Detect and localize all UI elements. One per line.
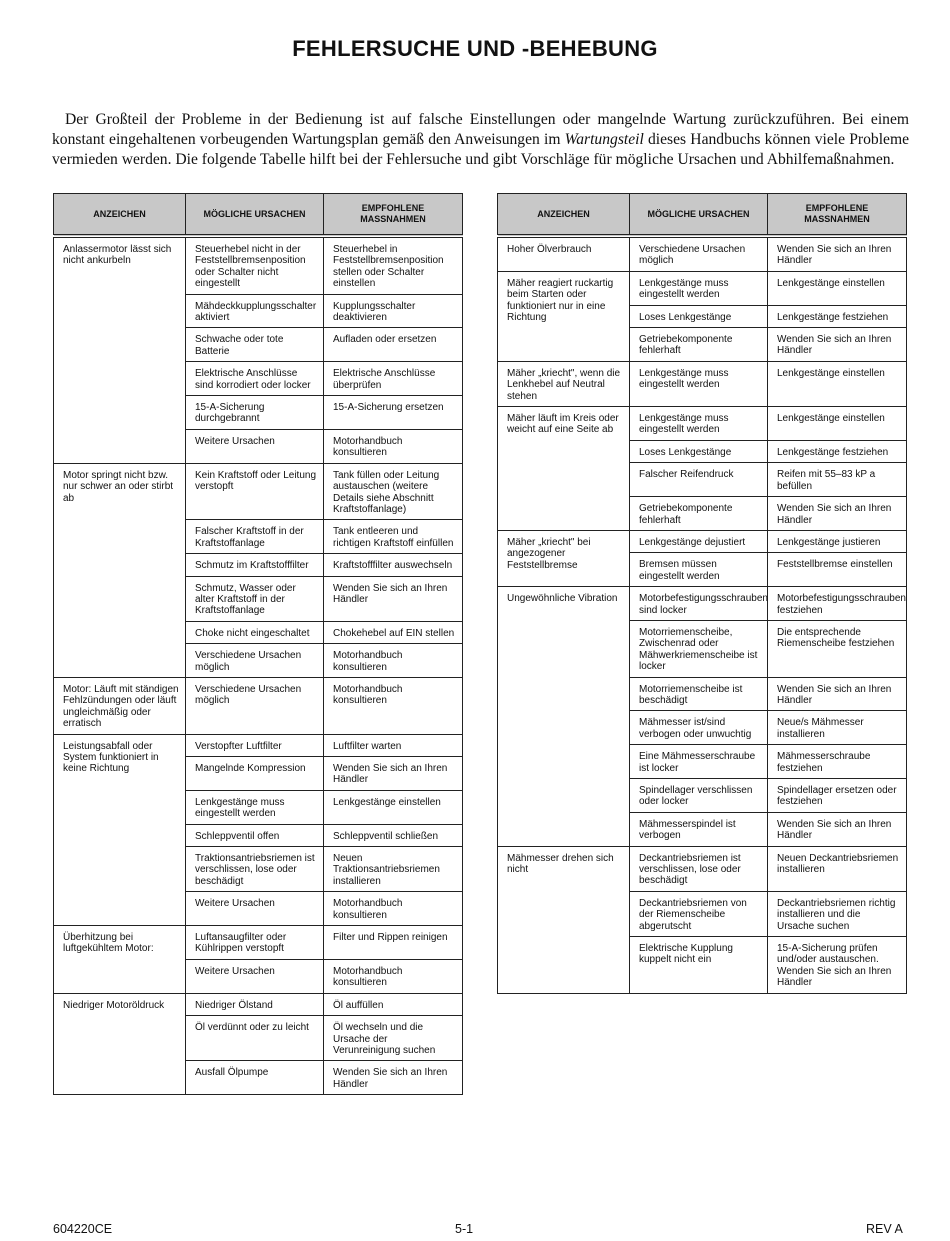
action-cell: Steuerhebel in Feststellbremsenposition stellen oder Schalter einstellen bbox=[324, 236, 463, 294]
cause-cell: Steuerhebel nicht in der Feststellbremsenposition oder Schalter nicht eingestellt bbox=[186, 236, 324, 294]
cause-cell: Schleppventil offen bbox=[186, 824, 324, 846]
table-body-left bbox=[54, 236, 463, 1095]
cause-cell: 15-A-Sicherung durchgebrannt bbox=[186, 396, 324, 430]
cause-cell: Falscher Kraftstoff in der Kraftstoffanlage bbox=[186, 520, 324, 554]
symptom-cell: Niedriger Motoröldruck bbox=[54, 993, 186, 1094]
action-cell: Feststellbremse einstellen bbox=[768, 553, 907, 587]
header-action: EMPFOHLENE MASSNAHMEN bbox=[324, 194, 463, 237]
table-row bbox=[498, 530, 907, 552]
table-body-right bbox=[498, 236, 907, 993]
action-cell: Wenden Sie sich an Ihren Händler bbox=[768, 812, 907, 846]
action-cell: Lenkgestänge einstellen bbox=[768, 271, 907, 305]
action-cell: Wenden Sie sich an Ihren Händler bbox=[324, 1061, 463, 1095]
cause-cell: Lenkgestänge muss eingestellt werden bbox=[186, 790, 324, 824]
action-cell: Tank entleeren und richtigen Kraftstoff einfüllen bbox=[324, 520, 463, 554]
cause-cell: Verschiedene Ursachen möglich bbox=[186, 677, 324, 734]
cause-cell: Ausfall Ölpumpe bbox=[186, 1061, 324, 1095]
symptom-cell: Mäher „kriecht", wenn die Lenkhebel auf Neutral stehen bbox=[498, 361, 630, 406]
table-row bbox=[498, 407, 907, 441]
cause-cell: Verschiedene Ursachen möglich bbox=[630, 236, 768, 271]
action-cell: Lenkgestänge einstellen bbox=[768, 407, 907, 441]
cause-cell: Mähmesserspindel ist verbogen bbox=[630, 812, 768, 846]
action-cell: Aufladen oder ersetzen bbox=[324, 328, 463, 362]
action-cell: Die entsprechende Riemenscheibe festziehen bbox=[768, 620, 907, 677]
symptom-cell: Mäher läuft im Kreis oder weicht auf eine Seite ab bbox=[498, 407, 630, 531]
table-row bbox=[498, 587, 907, 621]
cause-cell: Schmutz, Wasser oder alter Kraftstoff in der Kraftstoffanlage bbox=[186, 576, 324, 621]
cause-cell: Verschiedene Ursachen möglich bbox=[186, 644, 324, 678]
header-symptom: ANZEICHEN bbox=[54, 194, 186, 237]
header-action: EMPFOHLENE MASSNAHMEN bbox=[768, 194, 907, 237]
action-cell: Neuen Traktionsantriebsriemen installieren bbox=[324, 847, 463, 892]
symptom-cell: Mäher „kriecht" bei angezogener Feststellbremse bbox=[498, 530, 630, 586]
cause-cell: Spindellager verschlissen oder locker bbox=[630, 779, 768, 813]
header-cause: MÖGLICHE URSACHEN bbox=[630, 194, 768, 237]
cause-cell: Eine Mähmesserschraube ist locker bbox=[630, 745, 768, 779]
table-row bbox=[498, 846, 907, 891]
action-cell: Filter und Rippen reinigen bbox=[324, 926, 463, 960]
table-row bbox=[498, 271, 907, 305]
action-cell: 15-A-Sicherung prüfen und/oder austauschen. Wenden Sie sich an Ihren Händler bbox=[768, 937, 907, 994]
table-row bbox=[54, 993, 463, 1015]
action-cell: Motorhandbuch konsultieren bbox=[324, 959, 463, 993]
action-cell: Wenden Sie sich an Ihren Händler bbox=[768, 677, 907, 711]
cause-cell: Mähdeckkupplungsschalter aktiviert bbox=[186, 294, 324, 328]
symptom-cell: Motor springt nicht bzw. nur schwer an oder stirbt ab bbox=[54, 463, 186, 677]
cause-cell: Kein Kraftstoff oder Leitung verstopft bbox=[186, 463, 324, 520]
cause-cell: Weitere Ursachen bbox=[186, 892, 324, 926]
symptom-cell: Ungewöhnliche Vibration bbox=[498, 587, 630, 847]
table-row bbox=[54, 734, 463, 756]
cause-cell: Elektrische Kupplung kuppelt nicht ein bbox=[630, 937, 768, 994]
header-cause: MÖGLICHE URSACHEN bbox=[186, 194, 324, 237]
action-cell: Elektrische Anschlüsse überprüfen bbox=[324, 362, 463, 396]
action-cell: Wenden Sie sich an Ihren Händler bbox=[324, 757, 463, 791]
action-cell: Lenkgestänge einstellen bbox=[324, 790, 463, 824]
table-header-row bbox=[54, 194, 463, 237]
table-row bbox=[54, 236, 463, 294]
action-cell: Chokehebel auf EIN stellen bbox=[324, 621, 463, 643]
symptom-cell: Motor: Läuft mit ständigen Fehlzündungen oder läuft ungleichmäßig oder erratisch bbox=[54, 677, 186, 734]
action-cell: Schleppventil schließen bbox=[324, 824, 463, 846]
action-cell: 15-A-Sicherung ersetzen bbox=[324, 396, 463, 430]
intro-paragraph bbox=[52, 110, 909, 170]
header-symptom: ANZEICHEN bbox=[498, 194, 630, 237]
action-cell: Motorhandbuch konsultieren bbox=[324, 892, 463, 926]
cause-cell: Traktionsantriebsriemen ist verschlissen, lose oder beschädigt bbox=[186, 847, 324, 892]
intro-text: Der Großteil der Probleme in der Bedienung ist auf falsche Einstellungen oder mangelnde Wartung zurückzuführen. Bei einem konstant eingehaltenen vorbeugenden Wartungsplan gemäß den Anweisungen im bbox=[52, 110, 909, 148]
table-row bbox=[54, 926, 463, 960]
action-cell: Kupplungsschalter deaktivieren bbox=[324, 294, 463, 328]
cause-cell: Getriebekomponente fehlerhaft bbox=[630, 497, 768, 531]
action-cell: Motorhandbuch konsultieren bbox=[324, 677, 463, 734]
cause-cell: Loses Lenkgestänge bbox=[630, 440, 768, 462]
table-header-row bbox=[498, 194, 907, 237]
symptom-cell: Mäher reagiert ruckartig beim Starten oder funktioniert nur in eine Richtung bbox=[498, 271, 630, 361]
table-row bbox=[498, 361, 907, 406]
cause-cell: Schwache oder tote Batterie bbox=[186, 328, 324, 362]
cause-cell: Lenkgestänge dejustiert bbox=[630, 530, 768, 552]
cause-cell: Motorriemenscheibe ist beschädigt bbox=[630, 677, 768, 711]
cause-cell: Schmutz im Kraftstofffilter bbox=[186, 554, 324, 576]
cause-cell: Motorbefestigungsschrauben sind locker bbox=[630, 587, 768, 621]
action-cell: Deckantriebsriemen richtig installieren und die Ursache suchen bbox=[768, 891, 907, 936]
symptom-cell: Überhitzung bei luftgekühltem Motor: bbox=[54, 926, 186, 994]
action-cell: Wenden Sie sich an Ihren Händler bbox=[324, 576, 463, 621]
action-cell: Öl wechseln und die Ursache der Verunreinigung suchen bbox=[324, 1016, 463, 1061]
cause-cell: Luftansaugfilter oder Kühlrippen verstopft bbox=[186, 926, 324, 960]
cause-cell: Deckantriebsriemen ist verschlissen, lose oder beschädigt bbox=[630, 846, 768, 891]
symptom-cell: Anlassermotor lässt sich nicht ankurbeln bbox=[54, 236, 186, 463]
page-title: FEHLERSUCHE UND -BEHEBUNG bbox=[292, 36, 658, 61]
action-cell: Wenden Sie sich an Ihren Händler bbox=[768, 236, 907, 271]
cause-cell: Weitere Ursachen bbox=[186, 429, 324, 463]
action-cell: Spindellager ersetzen oder festziehen bbox=[768, 779, 907, 813]
cause-cell: Loses Lenkgestänge bbox=[630, 305, 768, 327]
action-cell: Kraftstofffilter auswechseln bbox=[324, 554, 463, 576]
cause-cell: Deckantriebsriemen von der Riemenscheibe abgerutscht bbox=[630, 891, 768, 936]
cause-cell: Lenkgestänge muss eingestellt werden bbox=[630, 407, 768, 441]
cause-cell: Choke nicht eingeschaltet bbox=[186, 621, 324, 643]
cause-cell: Öl verdünnt oder zu leicht bbox=[186, 1016, 324, 1061]
troubleshooting-table-left bbox=[53, 193, 463, 1095]
cause-cell: Falscher Reifendruck bbox=[630, 463, 768, 497]
symptom-cell: Leistungsabfall oder System funktioniert in keine Richtung bbox=[54, 734, 186, 925]
footer-doc-number: 604220CE bbox=[53, 1222, 113, 1236]
action-cell: Wenden Sie sich an Ihren Händler bbox=[768, 497, 907, 531]
cause-cell: Verstopfter Luftfilter bbox=[186, 734, 324, 756]
action-cell: Neuen Deckantriebsriemen installieren bbox=[768, 846, 907, 891]
action-cell: Luftfilter warten bbox=[324, 734, 463, 756]
action-cell: Tank füllen oder Leitung austauschen (weitere Details siehe Abschnitt Kraftstoffanlage) bbox=[324, 463, 463, 520]
cause-cell: Bremsen müssen eingestellt werden bbox=[630, 553, 768, 587]
action-cell: Motorhandbuch konsultieren bbox=[324, 644, 463, 678]
intro-text-continued: dieses Handbuchs können viele Probleme vermieden werden. Die folgende Tabelle hilft bei der Fehlersuche und gibt Vorschläge für mögliche Ursachen und Abhilfemaßnahmen. bbox=[52, 130, 910, 168]
cause-cell: Lenkgestänge muss eingestellt werden bbox=[630, 271, 768, 305]
cause-cell: Weitere Ursachen bbox=[186, 959, 324, 993]
cause-cell: Motorriemenscheibe, Zwischenrad oder Mähwerkriemenscheibe ist locker bbox=[630, 620, 768, 677]
action-cell: Lenkgestänge festziehen bbox=[768, 440, 907, 462]
action-cell: Lenkgestänge einstellen bbox=[768, 361, 907, 406]
action-cell: Lenkgestänge festziehen bbox=[768, 305, 907, 327]
cause-cell: Mähmesser ist/sind verbogen oder unwuchtig bbox=[630, 711, 768, 745]
symptom-cell: Hoher Ölverbrauch bbox=[498, 236, 630, 271]
table-row bbox=[54, 677, 463, 734]
troubleshooting-table-right bbox=[497, 193, 907, 994]
action-cell: Mähmesserschraube festziehen bbox=[768, 745, 907, 779]
action-cell: Lenkgestänge justieren bbox=[768, 530, 907, 552]
footer-page-number: 5-1 bbox=[455, 1222, 474, 1236]
cause-cell: Getriebekomponente fehlerhaft bbox=[630, 328, 768, 362]
action-cell: Motorbefestigungsschrauben festziehen bbox=[768, 587, 907, 621]
symptom-cell: Mähmesser drehen sich nicht bbox=[498, 846, 630, 993]
cause-cell: Lenkgestänge muss eingestellt werden bbox=[630, 361, 768, 406]
action-cell: Wenden Sie sich an Ihren Händler bbox=[768, 328, 907, 362]
action-cell: Öl auffüllen bbox=[324, 993, 463, 1015]
intro-italic-term: Wartungsteil bbox=[564, 130, 644, 148]
footer-revision: REV A bbox=[866, 1222, 903, 1236]
action-cell: Motorhandbuch konsultieren bbox=[324, 429, 463, 463]
table-row bbox=[498, 236, 907, 271]
cause-cell: Elektrische Anschlüsse sind korrodiert oder locker bbox=[186, 362, 324, 396]
action-cell: Neue/s Mähmesser installieren bbox=[768, 711, 907, 745]
table-row bbox=[54, 463, 463, 520]
action-cell: Reifen mit 55–83 kP a befüllen bbox=[768, 463, 907, 497]
cause-cell: Niedriger Ölstand bbox=[186, 993, 324, 1015]
cause-cell: Mangelnde Kompression bbox=[186, 757, 324, 791]
